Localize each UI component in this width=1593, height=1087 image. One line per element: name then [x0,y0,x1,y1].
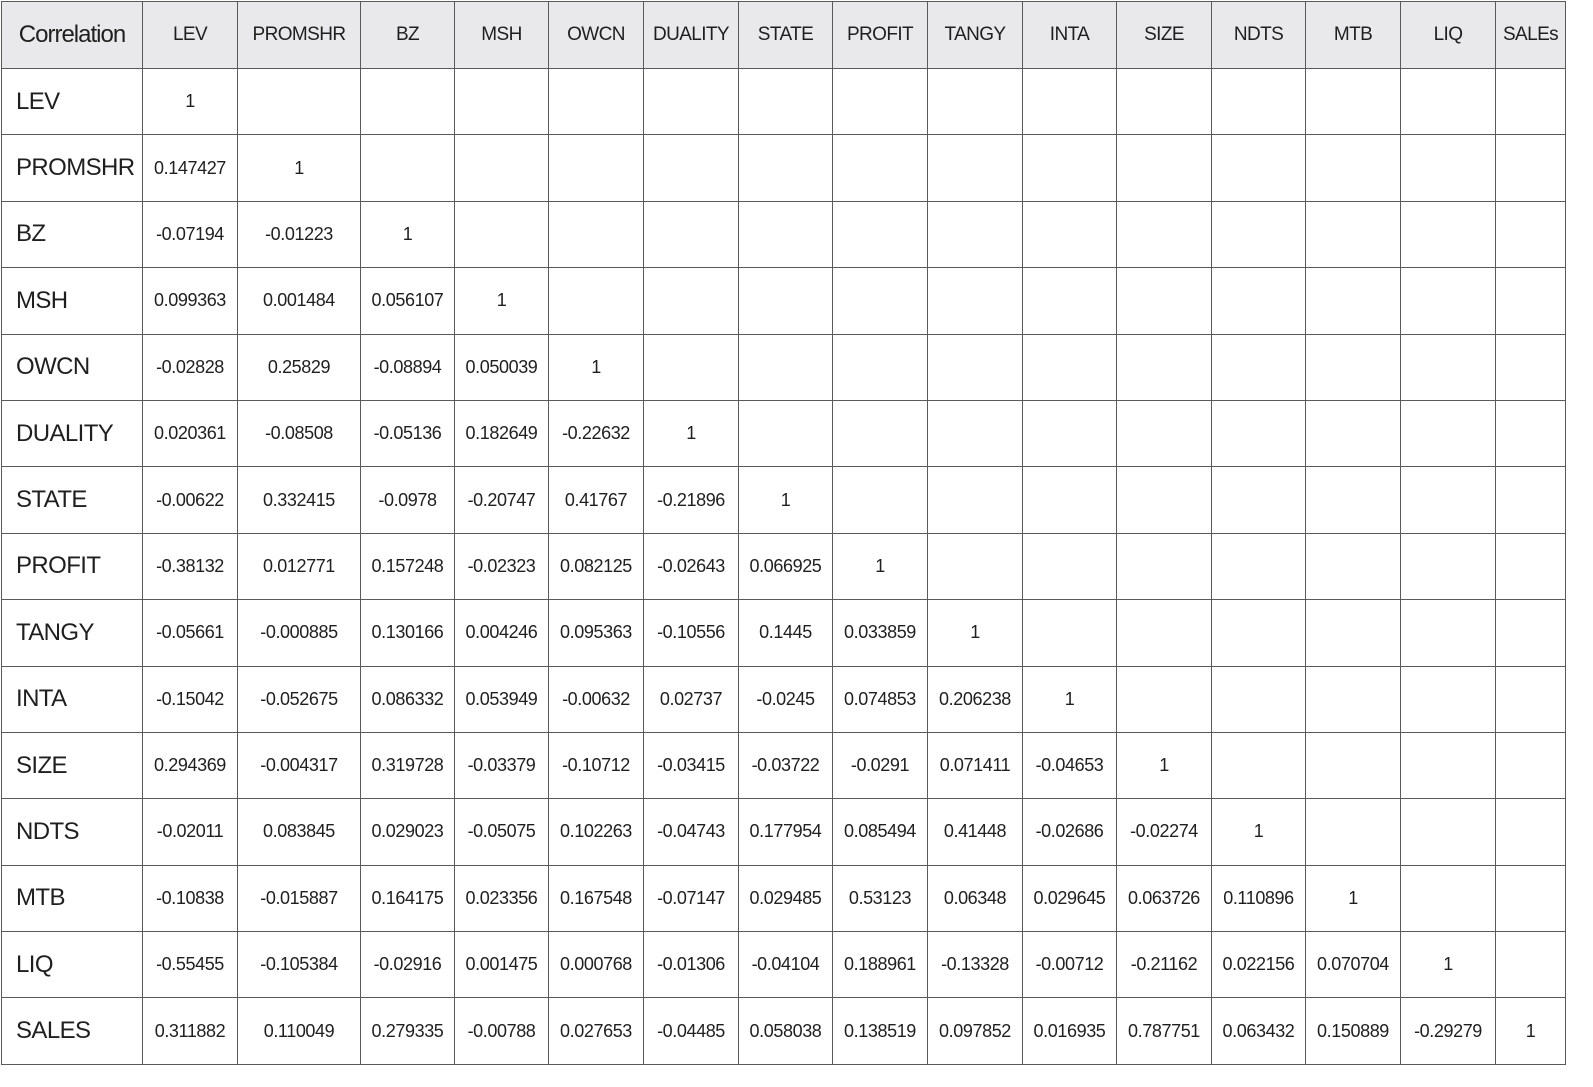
empty-cell [1496,732,1566,798]
empty-cell [1212,732,1306,798]
correlation-cell: 0.099363 [143,268,238,334]
row-label: MSH [2,268,143,334]
row-label: INTA [2,666,143,732]
empty-cell [1117,135,1212,201]
empty-cell [833,268,928,334]
empty-cell [644,334,739,400]
column-header: OWCN [549,2,644,69]
row-label: DUALITY [2,400,143,466]
table-row [2,666,1566,732]
correlation-cell: -0.29279 [1401,998,1496,1064]
table-row [2,799,1566,865]
correlation-cell: -0.22632 [549,400,644,466]
column-header: PROMSHR [238,2,361,69]
correlation-cell: 0.056107 [361,268,455,334]
empty-cell [1117,334,1212,400]
empty-cell [1306,334,1401,400]
correlation-cell: -0.55455 [143,932,238,998]
empty-cell [1496,467,1566,533]
correlation-cell: 0.294369 [143,732,238,798]
empty-cell [455,69,549,135]
empty-cell [833,467,928,533]
correlation-cell: -0.05075 [455,799,549,865]
row-label: MTB [2,865,143,931]
row-label: SIZE [2,732,143,798]
correlation-cell: 1 [833,533,928,599]
correlation-cell: -0.02686 [1023,799,1117,865]
correlation-cell: 0.071411 [928,732,1023,798]
empty-cell [1496,268,1566,334]
empty-cell [1306,467,1401,533]
correlation-cell: 0.053949 [455,666,549,732]
correlation-cell: -0.21896 [644,467,739,533]
empty-cell [1023,268,1117,334]
row-label: LIQ [2,932,143,998]
empty-cell [1212,201,1306,267]
empty-cell [1306,600,1401,666]
correlation-cell: -0.01306 [644,932,739,998]
empty-cell [1023,533,1117,599]
empty-cell [1212,334,1306,400]
correlation-cell: 0.022156 [1212,932,1306,998]
empty-cell [1306,201,1401,267]
empty-cell [455,135,549,201]
empty-cell [1401,666,1496,732]
empty-cell [1401,467,1496,533]
empty-cell [1306,69,1401,135]
correlation-cell: -0.105384 [238,932,361,998]
empty-cell [1401,533,1496,599]
column-header: SALEs [1496,2,1566,69]
empty-cell [1496,799,1566,865]
empty-cell [1212,69,1306,135]
empty-cell [1496,932,1566,998]
empty-cell [1401,732,1496,798]
correlation-cell: 0.085494 [833,799,928,865]
correlation-cell: -0.015887 [238,865,361,931]
correlation-cell: 0.182649 [455,400,549,466]
row-label: SALES [2,998,143,1064]
correlation-cell: 0.097852 [928,998,1023,1064]
correlation-cell: -0.02828 [143,334,238,400]
empty-cell [928,69,1023,135]
empty-cell [1496,666,1566,732]
correlation-cell: -0.02916 [361,932,455,998]
correlation-cell: -0.00622 [143,467,238,533]
correlation-cell: 0.41767 [549,467,644,533]
table-row [2,400,1566,466]
table-row [2,998,1566,1064]
correlation-cell: 0.110049 [238,998,361,1064]
empty-cell [1212,400,1306,466]
correlation-cell: 0.086332 [361,666,455,732]
table-row [2,865,1566,931]
empty-cell [739,135,833,201]
correlation-cell: 0.787751 [1117,998,1212,1064]
table-row [2,600,1566,666]
correlation-cell: -0.02323 [455,533,549,599]
empty-cell [1117,69,1212,135]
empty-cell [1401,400,1496,466]
empty-cell [1306,732,1401,798]
empty-cell [928,268,1023,334]
correlation-cell: 1 [1496,998,1566,1064]
correlation-cell: 0.332415 [238,467,361,533]
column-header: SIZE [1117,2,1212,69]
table-body [2,69,1566,1065]
correlation-cell: 0.074853 [833,666,928,732]
correlation-table [1,1,1566,1065]
empty-cell [833,400,928,466]
empty-cell [361,69,455,135]
correlation-cell: 0.25829 [238,334,361,400]
correlation-cell: 0.020361 [143,400,238,466]
correlation-cell: 0.023356 [455,865,549,931]
row-label: NDTS [2,799,143,865]
table-row [2,201,1566,267]
empty-cell [739,268,833,334]
table-row [2,334,1566,400]
empty-cell [1212,600,1306,666]
column-header: MTB [1306,2,1401,69]
correlation-cell: 0.016935 [1023,998,1117,1064]
correlation-cell: 0.147427 [143,135,238,201]
correlation-cell: 0.06348 [928,865,1023,931]
correlation-cell: 0.164175 [361,865,455,931]
empty-cell [1496,201,1566,267]
table-row [2,69,1566,135]
correlation-cell: -0.04653 [1023,732,1117,798]
correlation-cell: 0.311882 [143,998,238,1064]
empty-cell [1306,666,1401,732]
correlation-cell: 0.41448 [928,799,1023,865]
correlation-cell: 0.066925 [739,533,833,599]
empty-cell [549,268,644,334]
column-header: NDTS [1212,2,1306,69]
empty-cell [1117,666,1212,732]
empty-cell [1212,666,1306,732]
correlation-cell: 0.012771 [238,533,361,599]
empty-cell [1023,600,1117,666]
empty-cell [1401,334,1496,400]
correlation-cell: 1 [455,268,549,334]
correlation-cell: 0.029645 [1023,865,1117,931]
correlation-cell: -0.00712 [1023,932,1117,998]
correlation-cell: -0.03415 [644,732,739,798]
correlation-cell: 1 [739,467,833,533]
correlation-cell: 0.063726 [1117,865,1212,931]
empty-cell [739,201,833,267]
correlation-cell: 0.033859 [833,600,928,666]
correlation-cell: -0.13328 [928,932,1023,998]
empty-cell [928,467,1023,533]
correlation-cell: -0.07194 [143,201,238,267]
correlation-cell: -0.0978 [361,467,455,533]
empty-cell [1306,400,1401,466]
correlation-cell: 0.188961 [833,932,928,998]
correlation-cell: 0.02737 [644,666,739,732]
correlation-cell: -0.05661 [143,600,238,666]
correlation-cell: 0.110896 [1212,865,1306,931]
empty-cell [1117,600,1212,666]
correlation-cell: 0.029023 [361,799,455,865]
correlation-cell: 0.000768 [549,932,644,998]
correlation-cell: -0.10712 [549,732,644,798]
empty-cell [928,135,1023,201]
correlation-cell: 0.004246 [455,600,549,666]
correlation-cell: 0.53123 [833,865,928,931]
empty-cell [1401,600,1496,666]
empty-cell [1212,135,1306,201]
correlation-cell: -0.004317 [238,732,361,798]
correlation-cell: 0.058038 [739,998,833,1064]
correlation-cell: -0.01223 [238,201,361,267]
empty-cell [1306,268,1401,334]
correlation-cell: 1 [1117,732,1212,798]
empty-cell [1117,201,1212,267]
correlation-cell: -0.07147 [644,865,739,931]
empty-cell [1401,799,1496,865]
correlation-cell: 0.150889 [1306,998,1401,1064]
empty-cell [644,69,739,135]
column-header: TANGY [928,2,1023,69]
empty-cell [928,400,1023,466]
table-row [2,732,1566,798]
column-header: LEV [143,2,238,69]
empty-cell [1401,865,1496,931]
empty-cell [928,533,1023,599]
column-header: INTA [1023,2,1117,69]
correlation-cell: -0.00632 [549,666,644,732]
empty-cell [739,69,833,135]
empty-cell [1496,334,1566,400]
header-row [2,2,1566,69]
row-label: LEV [2,69,143,135]
empty-cell [1117,467,1212,533]
correlation-cell: 0.1445 [739,600,833,666]
correlation-cell: -0.21162 [1117,932,1212,998]
empty-cell [455,201,549,267]
empty-cell [549,135,644,201]
correlation-cell: 0.102263 [549,799,644,865]
empty-cell [1401,201,1496,267]
correlation-cell: 1 [928,600,1023,666]
correlation-cell: 1 [1023,666,1117,732]
empty-cell [644,135,739,201]
correlation-cell: 0.138519 [833,998,928,1064]
correlation-cell: 1 [1212,799,1306,865]
empty-cell [739,334,833,400]
row-label: OWCN [2,334,143,400]
empty-cell [549,201,644,267]
empty-cell [1117,533,1212,599]
correlation-cell: -0.03379 [455,732,549,798]
correlation-cell: 1 [238,135,361,201]
empty-cell [928,334,1023,400]
correlation-cell: -0.04743 [644,799,739,865]
correlation-cell: -0.02274 [1117,799,1212,865]
empty-cell [1496,135,1566,201]
column-header: DUALITY [644,2,739,69]
column-header: STATE [739,2,833,69]
correlation-cell: 0.083845 [238,799,361,865]
correlation-cell: 0.319728 [361,732,455,798]
correlation-cell: 1 [644,400,739,466]
row-label: BZ [2,201,143,267]
correlation-cell: -0.02011 [143,799,238,865]
correlation-cell: -0.052675 [238,666,361,732]
correlation-cell: 0.167548 [549,865,644,931]
empty-cell [1023,135,1117,201]
correlation-cell: 0.279335 [361,998,455,1064]
empty-cell [361,135,455,201]
empty-cell [1023,467,1117,533]
correlation-cell: 1 [1306,865,1401,931]
correlation-cell: 0.001484 [238,268,361,334]
correlation-cell: 0.001475 [455,932,549,998]
column-header: LIQ [1401,2,1496,69]
empty-cell [549,69,644,135]
correlation-cell: 0.050039 [455,334,549,400]
table-row [2,533,1566,599]
column-header: BZ [361,2,455,69]
correlation-cell: -0.05136 [361,400,455,466]
correlation-cell: 0.082125 [549,533,644,599]
correlation-cell: 1 [361,201,455,267]
correlation-cell: -0.000885 [238,600,361,666]
empty-cell [1401,268,1496,334]
row-label: TANGY [2,600,143,666]
correlation-cell: -0.10838 [143,865,238,931]
correlation-cell: 0.070704 [1306,932,1401,998]
empty-cell [739,400,833,466]
row-label: PROMSHR [2,135,143,201]
column-header: MSH [455,2,549,69]
correlation-cell: -0.08894 [361,334,455,400]
correlation-cell: 0.206238 [928,666,1023,732]
correlation-cell: -0.0291 [833,732,928,798]
correlation-cell: -0.10556 [644,600,739,666]
table-row [2,467,1566,533]
empty-cell [1496,533,1566,599]
empty-cell [833,69,928,135]
correlation-cell: -0.15042 [143,666,238,732]
empty-cell [833,334,928,400]
correlation-cell: -0.04104 [739,932,833,998]
empty-cell [1306,799,1401,865]
empty-cell [1023,201,1117,267]
empty-cell [1212,467,1306,533]
correlation-cell: 0.095363 [549,600,644,666]
empty-cell [1496,865,1566,931]
correlation-cell: 1 [1401,932,1496,998]
corner-header: Correlation [2,2,143,69]
empty-cell [928,201,1023,267]
empty-cell [1306,135,1401,201]
empty-cell [1212,268,1306,334]
correlation-cell: 0.063432 [1212,998,1306,1064]
correlation-matrix [1,1,1565,1065]
column-header: PROFIT [833,2,928,69]
correlation-cell: -0.02643 [644,533,739,599]
correlation-cell: 0.027653 [549,998,644,1064]
empty-cell [238,69,361,135]
empty-cell [1117,400,1212,466]
empty-cell [1212,533,1306,599]
correlation-cell: -0.20747 [455,467,549,533]
correlation-cell: 1 [143,69,238,135]
row-label: STATE [2,467,143,533]
empty-cell [1496,600,1566,666]
empty-cell [833,135,928,201]
correlation-cell: -0.0245 [739,666,833,732]
correlation-cell: 0.177954 [739,799,833,865]
empty-cell [1401,135,1496,201]
correlation-cell: -0.03722 [739,732,833,798]
correlation-cell: 0.157248 [361,533,455,599]
empty-cell [833,201,928,267]
empty-cell [1496,69,1566,135]
table-row [2,135,1566,201]
correlation-cell: 0.130166 [361,600,455,666]
correlation-cell: -0.04485 [644,998,739,1064]
correlation-cell: 0.029485 [739,865,833,931]
empty-cell [644,201,739,267]
correlation-cell: -0.08508 [238,400,361,466]
empty-cell [1496,400,1566,466]
empty-cell [644,268,739,334]
table-row [2,268,1566,334]
empty-cell [1023,400,1117,466]
row-label: PROFIT [2,533,143,599]
correlation-cell: -0.00788 [455,998,549,1064]
correlation-cell: -0.38132 [143,533,238,599]
table-row [2,932,1566,998]
correlation-cell: 1 [549,334,644,400]
empty-cell [1023,69,1117,135]
empty-cell [1023,334,1117,400]
empty-cell [1401,69,1496,135]
empty-cell [1306,533,1401,599]
empty-cell [1117,268,1212,334]
